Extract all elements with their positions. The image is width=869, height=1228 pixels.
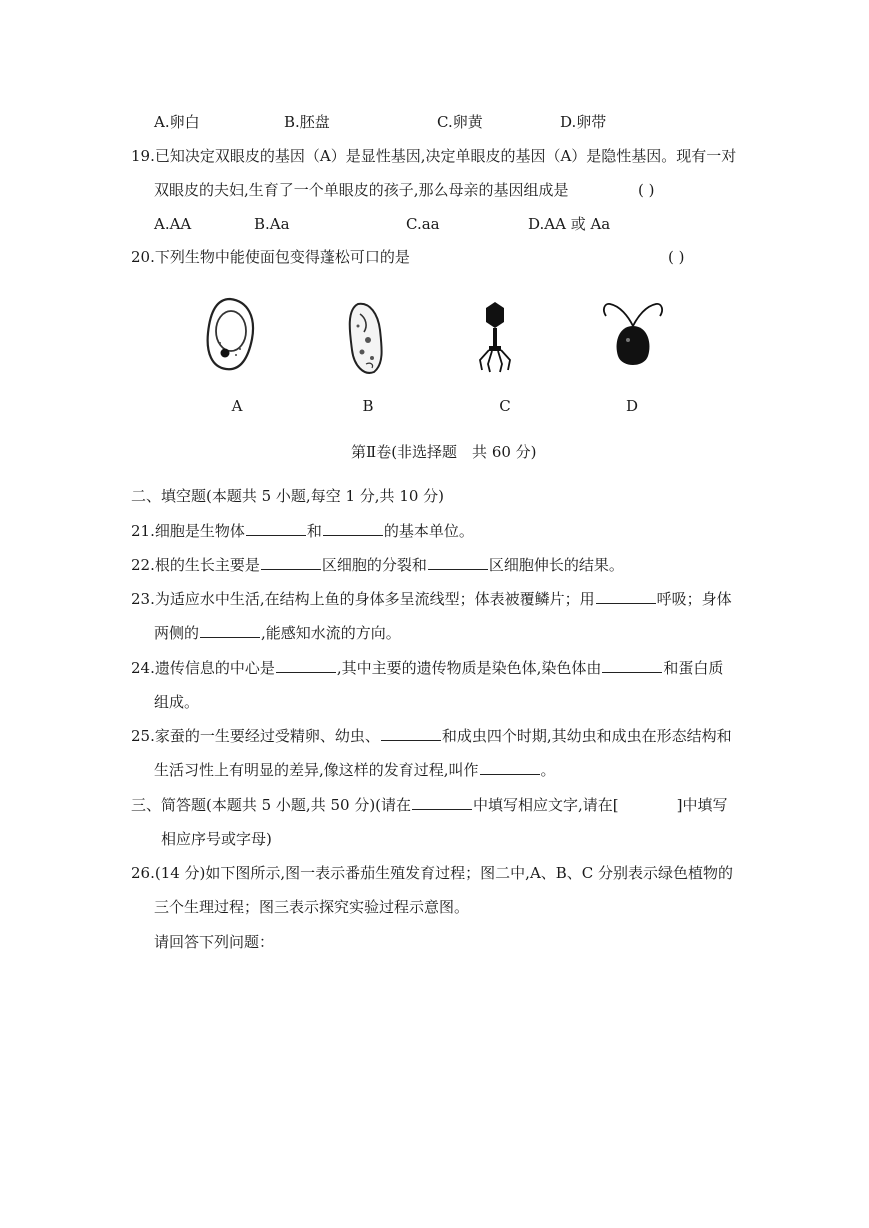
- q26-line3: 请回答下列问题：: [154, 933, 275, 951]
- q24-text-1a: 24.遗传信息的中心是: [131, 659, 275, 677]
- part3-heading-a: 三、简答题(本题共 5 小题,共 50 分)(请在: [131, 796, 412, 814]
- part3-heading: [131, 795, 728, 815]
- q25-text-1a: 25.家蚕的一生要经过受精卵、幼虫、: [131, 727, 380, 745]
- q23-blank-2: [200, 623, 260, 638]
- q20-figure-label-c: C: [499, 397, 511, 415]
- bacteriophage-figure: [470, 298, 520, 378]
- q19-stem-line1: 19.已知决定双眼皮的基因（A）是显性基因,决定单眼皮的基因（A）是隐性基因。现有一对: [131, 147, 737, 165]
- q22-text-a: 22.根的生长主要是: [131, 556, 260, 574]
- q21-text-a: 21.细胞是生物体: [131, 522, 245, 540]
- q24-line1: [131, 658, 723, 678]
- q21-blank-2: [323, 521, 383, 536]
- part2-heading: 二、填空题(本题共 5 小题,每空 1 分,共 10 分): [131, 487, 445, 505]
- q19-option-a: A.AA: [154, 215, 192, 233]
- q20-answer-paren: ( ): [668, 248, 685, 266]
- q25-text-2a: 生活习性上有明显的差异,像这样的发育过程,叫作: [154, 761, 479, 779]
- q21-line: [131, 521, 474, 541]
- q21-blank-1: [246, 521, 306, 536]
- q18-option-a: A.卵白: [154, 113, 200, 131]
- part3-heading-b: 中填写相应文字,请在[: [473, 796, 619, 814]
- q22-line: [131, 555, 624, 575]
- q24-blank-1: [276, 658, 336, 673]
- q20-stem: 20.下列生物中能使面包变得蓬松可口的是: [131, 248, 410, 266]
- q24-blank-2: [602, 658, 662, 673]
- q26-line2: 三个生理过程；图三表示探究实验过程示意图。: [154, 898, 470, 916]
- q24-line2: 组成。: [154, 693, 200, 711]
- q22-text-b: 区细胞的分裂和: [321, 556, 427, 574]
- q23-text-1b: 呼吸；身体: [656, 590, 732, 608]
- q24-text-1b: ,其中主要的遗传物质是染色体,染色体由: [336, 659, 602, 677]
- q22-text-c: 区细胞伸长的结果。: [488, 556, 624, 574]
- q19-answer-paren: ( ): [638, 181, 655, 199]
- q22-blank-2: [428, 555, 488, 570]
- q23-line2: [154, 623, 401, 643]
- q25-blank-1: [381, 726, 441, 741]
- q18-option-b: B.胚盘: [284, 113, 330, 131]
- q20-figure-label-b: B: [362, 397, 374, 415]
- q18-option-c: C.卵黄: [437, 113, 483, 131]
- yeast-cell-figure: [200, 295, 260, 375]
- q25-blank-2: [480, 760, 540, 775]
- q23-text-1a: 23.为适应水中生活,在结构上鱼的身体多呈流线型；体表被覆鳞片；用: [131, 590, 595, 608]
- q23-blank-1: [596, 589, 656, 604]
- q19-option-c: C.aa: [406, 215, 440, 233]
- q25-text-2b: 。: [540, 761, 556, 779]
- part3-heading-blank: [412, 795, 472, 810]
- q19-option-d: D.AA 或 Aa: [528, 215, 611, 233]
- q22-blank-1: [261, 555, 321, 570]
- paramecium-figure: [340, 300, 390, 376]
- q23-line1: [131, 589, 732, 609]
- q25-line1: [131, 726, 732, 746]
- section-title: 第Ⅱ卷(非选择题 共 60 分): [351, 443, 537, 461]
- q20-figure-label-a: A: [231, 397, 243, 415]
- q21-text-c: 的基本单位。: [383, 522, 474, 540]
- chlamydomonas-figure: [598, 296, 668, 376]
- part3-heading-c: ]中填写: [676, 796, 728, 814]
- q25-line2: [154, 760, 556, 780]
- q18-option-d: D.卵带: [560, 113, 607, 131]
- q19-stem-line2: 双眼皮的夫妇,生育了一个单眼皮的孩子,那么母亲的基因组成是: [154, 181, 569, 199]
- q24-text-1c: 和蛋白质: [663, 659, 724, 677]
- q21-text-b: 和: [306, 522, 322, 540]
- q20-figure-label-d: D: [625, 397, 639, 415]
- q23-text-2b: ,能感知水流的方向。: [261, 624, 401, 642]
- q23-text-2a: 两侧的: [154, 624, 200, 642]
- part3-heading-line2: 相应序号或字母): [161, 830, 272, 848]
- q19-option-b: B.Aa: [254, 215, 290, 233]
- q26-line1: 26.(14 分)如下图所示,图一表示番茄生殖发育过程；图二中,A、B、C 分别表示绿色植物的: [131, 864, 734, 882]
- q25-text-1b: 和成虫四个时期,其幼虫和成虫在形态结构和: [441, 727, 732, 745]
